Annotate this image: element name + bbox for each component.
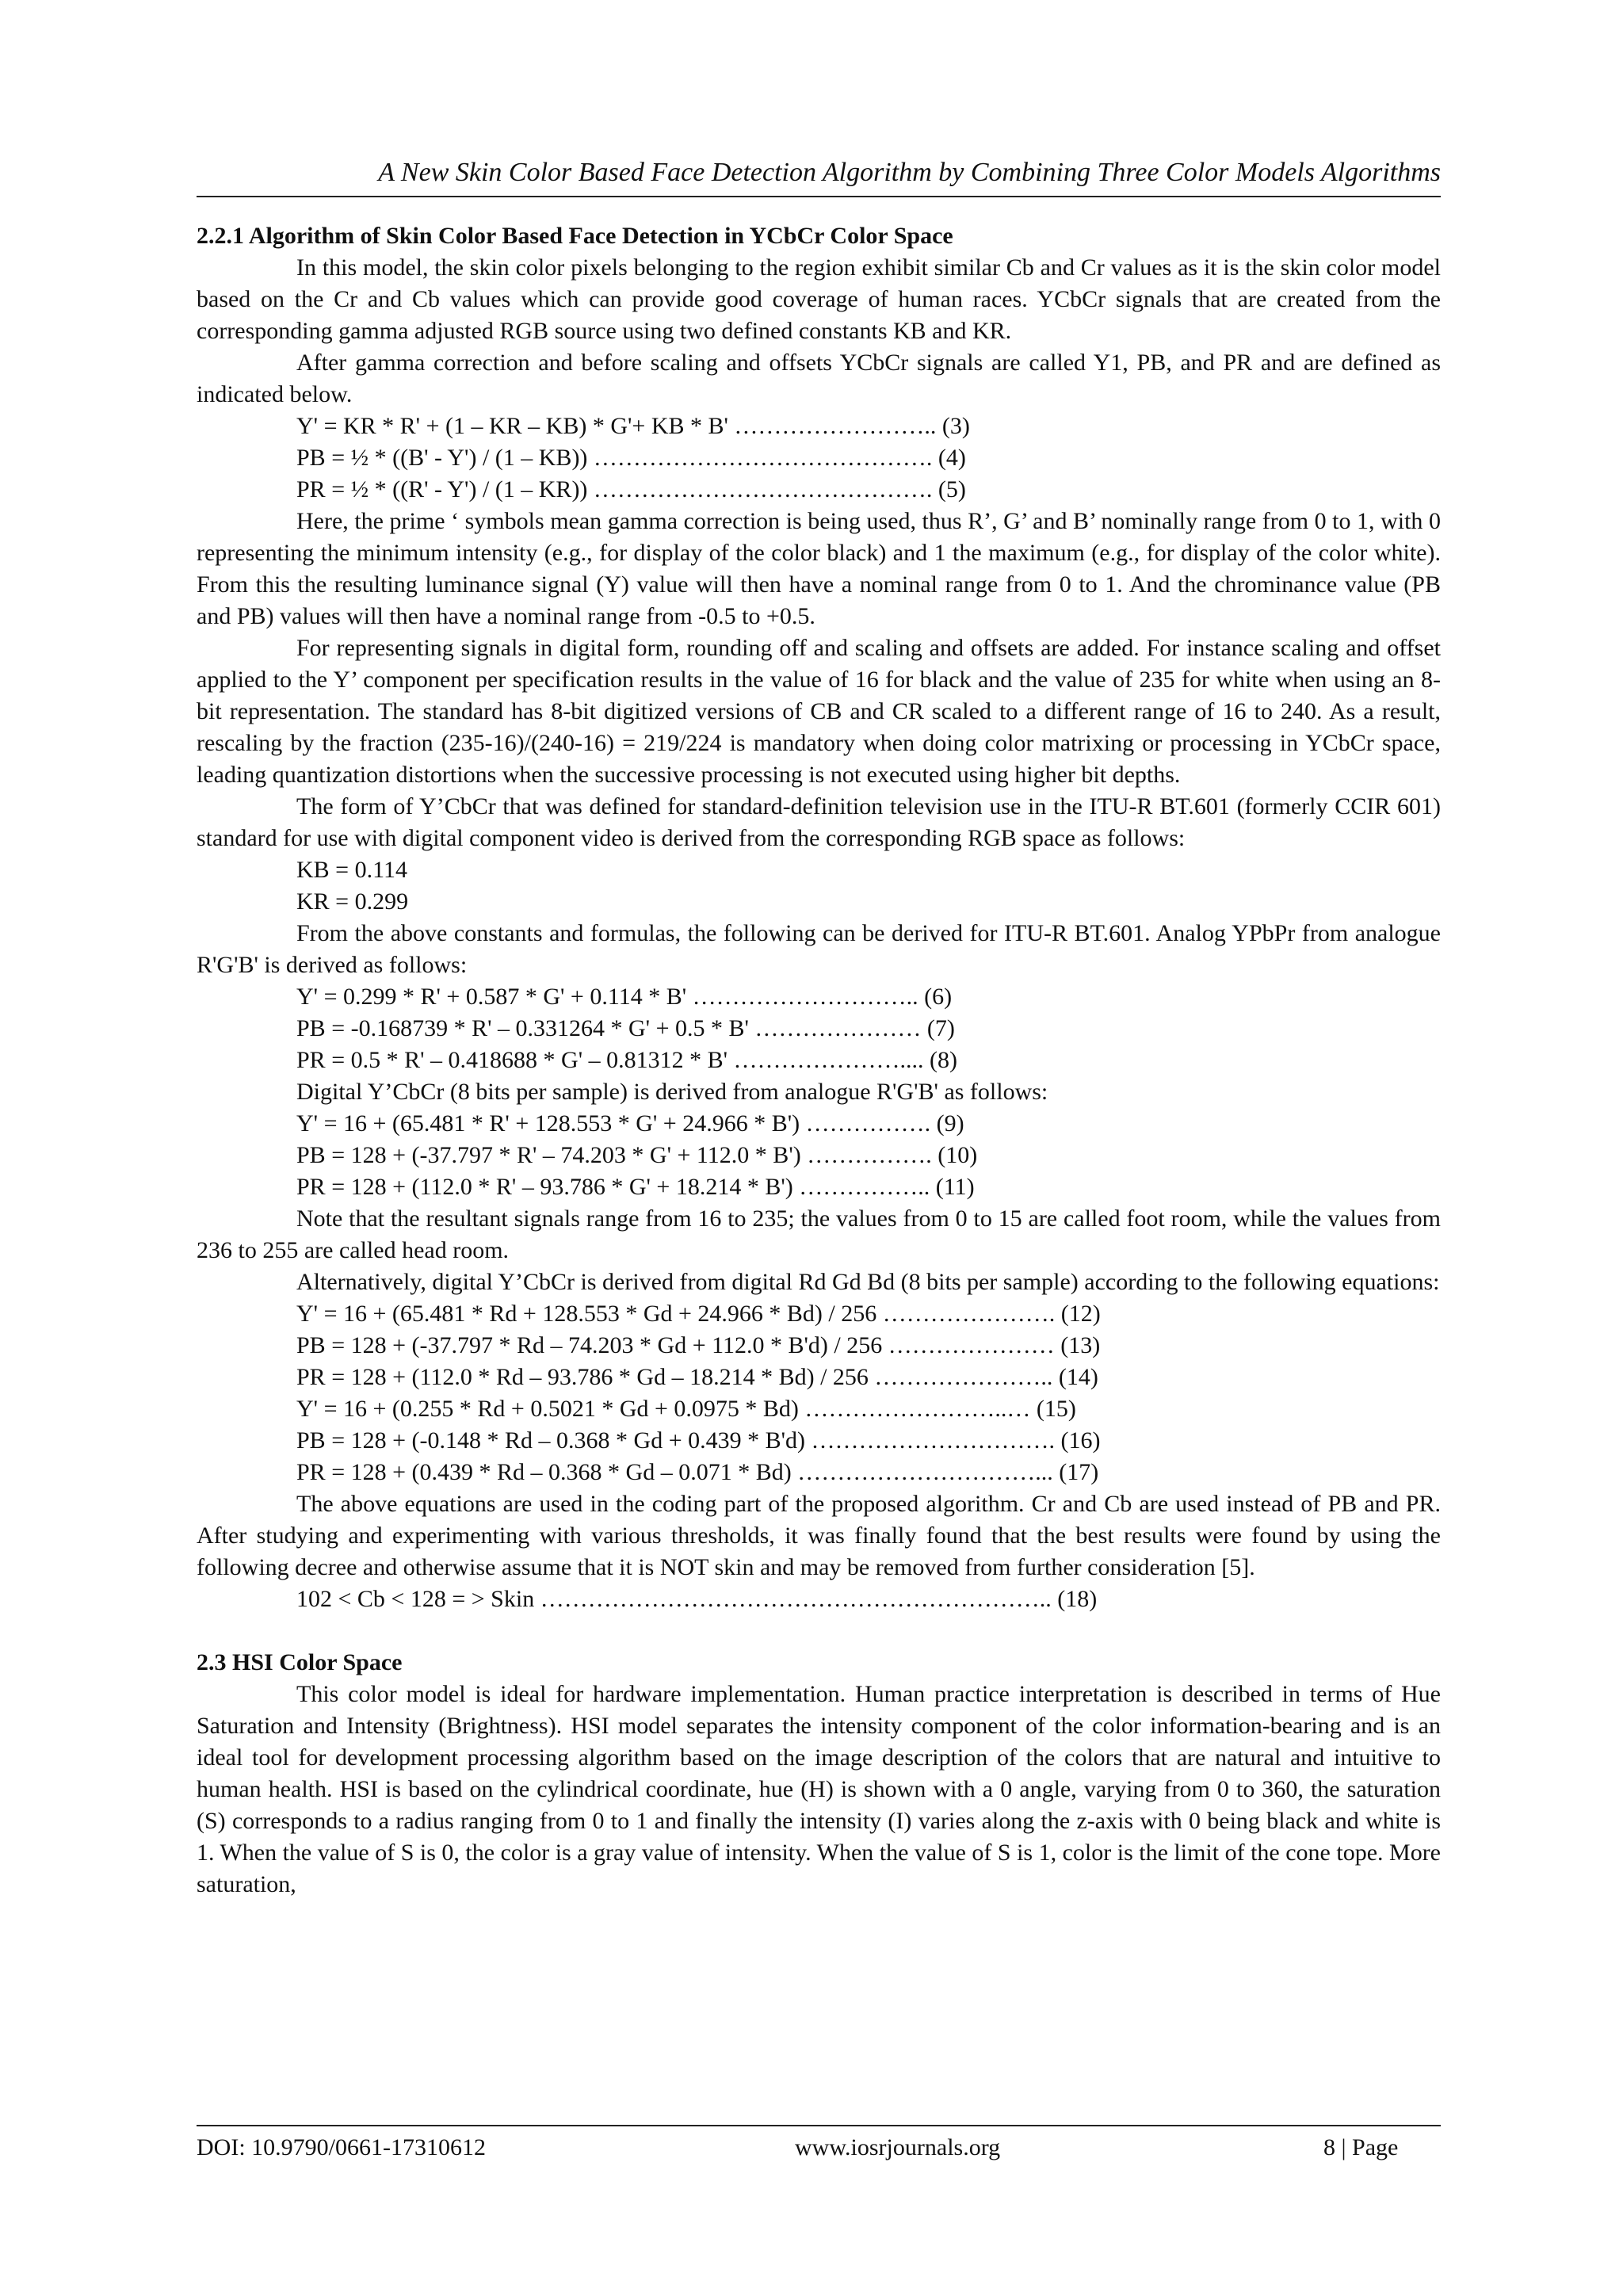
equation-15: Y' = 16 + (0.255 * Rd + 0.5021 * Gd + 0.0975 * Bd) ……………………..… (15) bbox=[296, 1396, 1076, 1422]
equation-7: PB = -0.168739 * R' – 0.331264 * G' + 0.5 * B' ………………… (7) bbox=[296, 1015, 955, 1041]
paragraph: The above equations are used in the coding part of the proposed algorithm. Cr and Cb are used instead of PB and PR. After studying and experimenting with various thresholds, it was finally found that the best results were found by using the following decree and otherwise assume that it is NOT skin and may be removed from further consideration [5]. bbox=[197, 1491, 1441, 1580]
equation-9: Y' = 16 + (65.481 * R' + 128.553 * G' + 24.966 * B') ……………. (9) bbox=[296, 1110, 964, 1137]
equation-11: PR = 128 + (112.0 * R' – 93.786 * G' + 18.214 * B') …………….. (11) bbox=[296, 1174, 975, 1200]
paragraph: Here, the prime ‘ symbols mean gamma correction is being used, thus R’, G’ and B’ nominally range from 0 to 1, with 0 representing the minimum intensity (e.g., for display of the color black) and 1 the maximum (e.g., for display of the color white). From this the resulting luminance signal (Y) value will then have a nominal range from 0 to 1. And the chrominance value (PB and PB) values will then have a nominal range from -0.5 to +0.5. bbox=[197, 508, 1441, 629]
paragraph: The form of Y’CbCr that was defined for standard-definition television use in the ITU-R BT.601 (formerly CCIR 601) standard for use with digital component video is derived from the corresponding RGB space as follows: bbox=[197, 793, 1441, 851]
equation-14: PR = 128 + (112.0 * Rd – 93.786 * Gd – 18.214 * Bd) / 256 ………………….. (14) bbox=[296, 1364, 1098, 1390]
page-body bbox=[197, 220, 1441, 1901]
paragraph: After gamma correction and before scaling and offsets YCbCr signals are called Y1, PB, and PR and are defined as indicated below. bbox=[197, 350, 1441, 407]
section-heading-2-3: 2.3 HSI Color Space bbox=[197, 1649, 403, 1675]
equation-10: PB = 128 + (-37.797 * R' – 74.203 * G' + 112.0 * B') ……………. (10) bbox=[296, 1142, 978, 1168]
paragraph: For representing signals in digital form, rounding off and scaling and offsets are added. For instance scaling and offset applied to the Y’ component per specification results in the value of 16 for black and the value of 235 for white when using an 8-bit representation. The standard has 8-bit digitized versions of CB and CR scaled to a different range of 16 to 240. As a result, rescaling by the fraction (235-16)/(240-16) = 219/224 is mandatory when doing color matrixing or processing in YCbCr space, leading quantization distortions when the successive processing is not executed using higher bit depths. bbox=[197, 635, 1441, 788]
footer-rule bbox=[197, 2125, 1441, 2126]
paragraph: In this model, the skin color pixels belonging to the region exhibit similar Cb and Cr values as it is the skin color model based on the Cr and Cb values which can provide good coverage of human races. YCbCr signals that are created from the corresponding gamma adjusted RGB source using two defined constants KB and KR. bbox=[197, 254, 1441, 344]
equation-6: Y' = 0.299 * R' + 0.587 * G' + 0.114 * B' ……………………….. (6) bbox=[296, 984, 953, 1010]
paragraph: From the above constants and formulas, the following can be derived for ITU-R BT.601. Analog YPbPr from analogue R'G'B' is derived as follows: bbox=[197, 920, 1441, 978]
equation-8: PR = 0.5 * R' – 0.418688 * G' – 0.81312 * B' ………………….... (8) bbox=[296, 1047, 957, 1073]
equation-13: PB = 128 + (-37.797 * Rd – 74.203 * Gd + 112.0 * B'd) / 256 ………………… (13) bbox=[296, 1332, 1101, 1358]
footer-page-number: 8 | Page bbox=[1323, 2134, 1399, 2160]
equation-16: PB = 128 + (-0.148 * Rd – 0.368 * Gd + 0.439 * B'd) …………………………. (16) bbox=[296, 1427, 1101, 1454]
equation-5: PR = ½ * ((R' - Y') / (1 – KR)) ……………………………………. (5) bbox=[296, 476, 966, 502]
equation-4: PB = ½ * ((B' - Y') / (1 – KB)) ……………………………………. (4) bbox=[296, 445, 966, 471]
header-rule bbox=[197, 196, 1441, 197]
equation-12: Y' = 16 + (65.481 * Rd + 128.553 * Gd + 24.966 * Bd) / 256 …………………. (12) bbox=[296, 1301, 1101, 1327]
section-heading-2-2-1: 2.2.1 Algorithm of Skin Color Based Face Detection in YCbCr Color Space bbox=[197, 223, 953, 249]
paragraph: This color model is ideal for hardware implementation. Human practice interpretation is described in terms of Hue Saturation and Intensity (Brightness). HSI model separates the intensity component of the color information-bearing and is an ideal tool for development processing algorithm based on the image description of the colors that are natural and intuitive to human health. HSI is based on the cylindrical coordinate, hue (H) is shown with a 0 angle, varying from 0 to 360, the saturation (S) corresponds to a radius ranging from 0 to 1 and finally the intensity (I) varies along the z-axis with 0 being black and white is 1. When the value of S is 0, the color is a gray value of intensity. When the value of S is 1, color is the limit of the cone tope. More saturation, bbox=[197, 1681, 1441, 1897]
constant-kb: KB = 0.114 bbox=[296, 857, 407, 883]
equation-intro: Digital Y’CbCr (8 bits per sample) is derived from analogue R'G'B' as follows: bbox=[296, 1079, 1048, 1105]
footer-website: www.iosrjournals.org bbox=[795, 2134, 1001, 2160]
equation-17: PR = 128 + (0.439 * Rd – 0.368 * Gd – 0.071 * Bd) …………………………... (17) bbox=[296, 1459, 1099, 1485]
constant-kr: KR = 0.299 bbox=[296, 888, 409, 915]
paragraph: Note that the resultant signals range from 16 to 235; the values from 0 to 15 are called foot room, while the values from 236 to 255 are called head room. bbox=[197, 1205, 1441, 1263]
equation-3: Y' = KR * R' + (1 – KR – KB) * G'+ KB * B' …………………….. (3) bbox=[296, 413, 970, 439]
running-title: A New Skin Color Based Face Detection Algorithm by Combining Three Color Models Algorithms bbox=[378, 158, 1441, 187]
equation-18: 102 < Cb < 128 = > Skin ……………………………………………………….. (18) bbox=[296, 1586, 1098, 1612]
footer-doi: DOI: 10.9790/0661-17310612 bbox=[197, 2134, 486, 2160]
paragraph: Alternatively, digital Y’CbCr is derived from digital Rd Gd Bd (8 bits per sample) according to the following equations: bbox=[296, 1269, 1440, 1295]
